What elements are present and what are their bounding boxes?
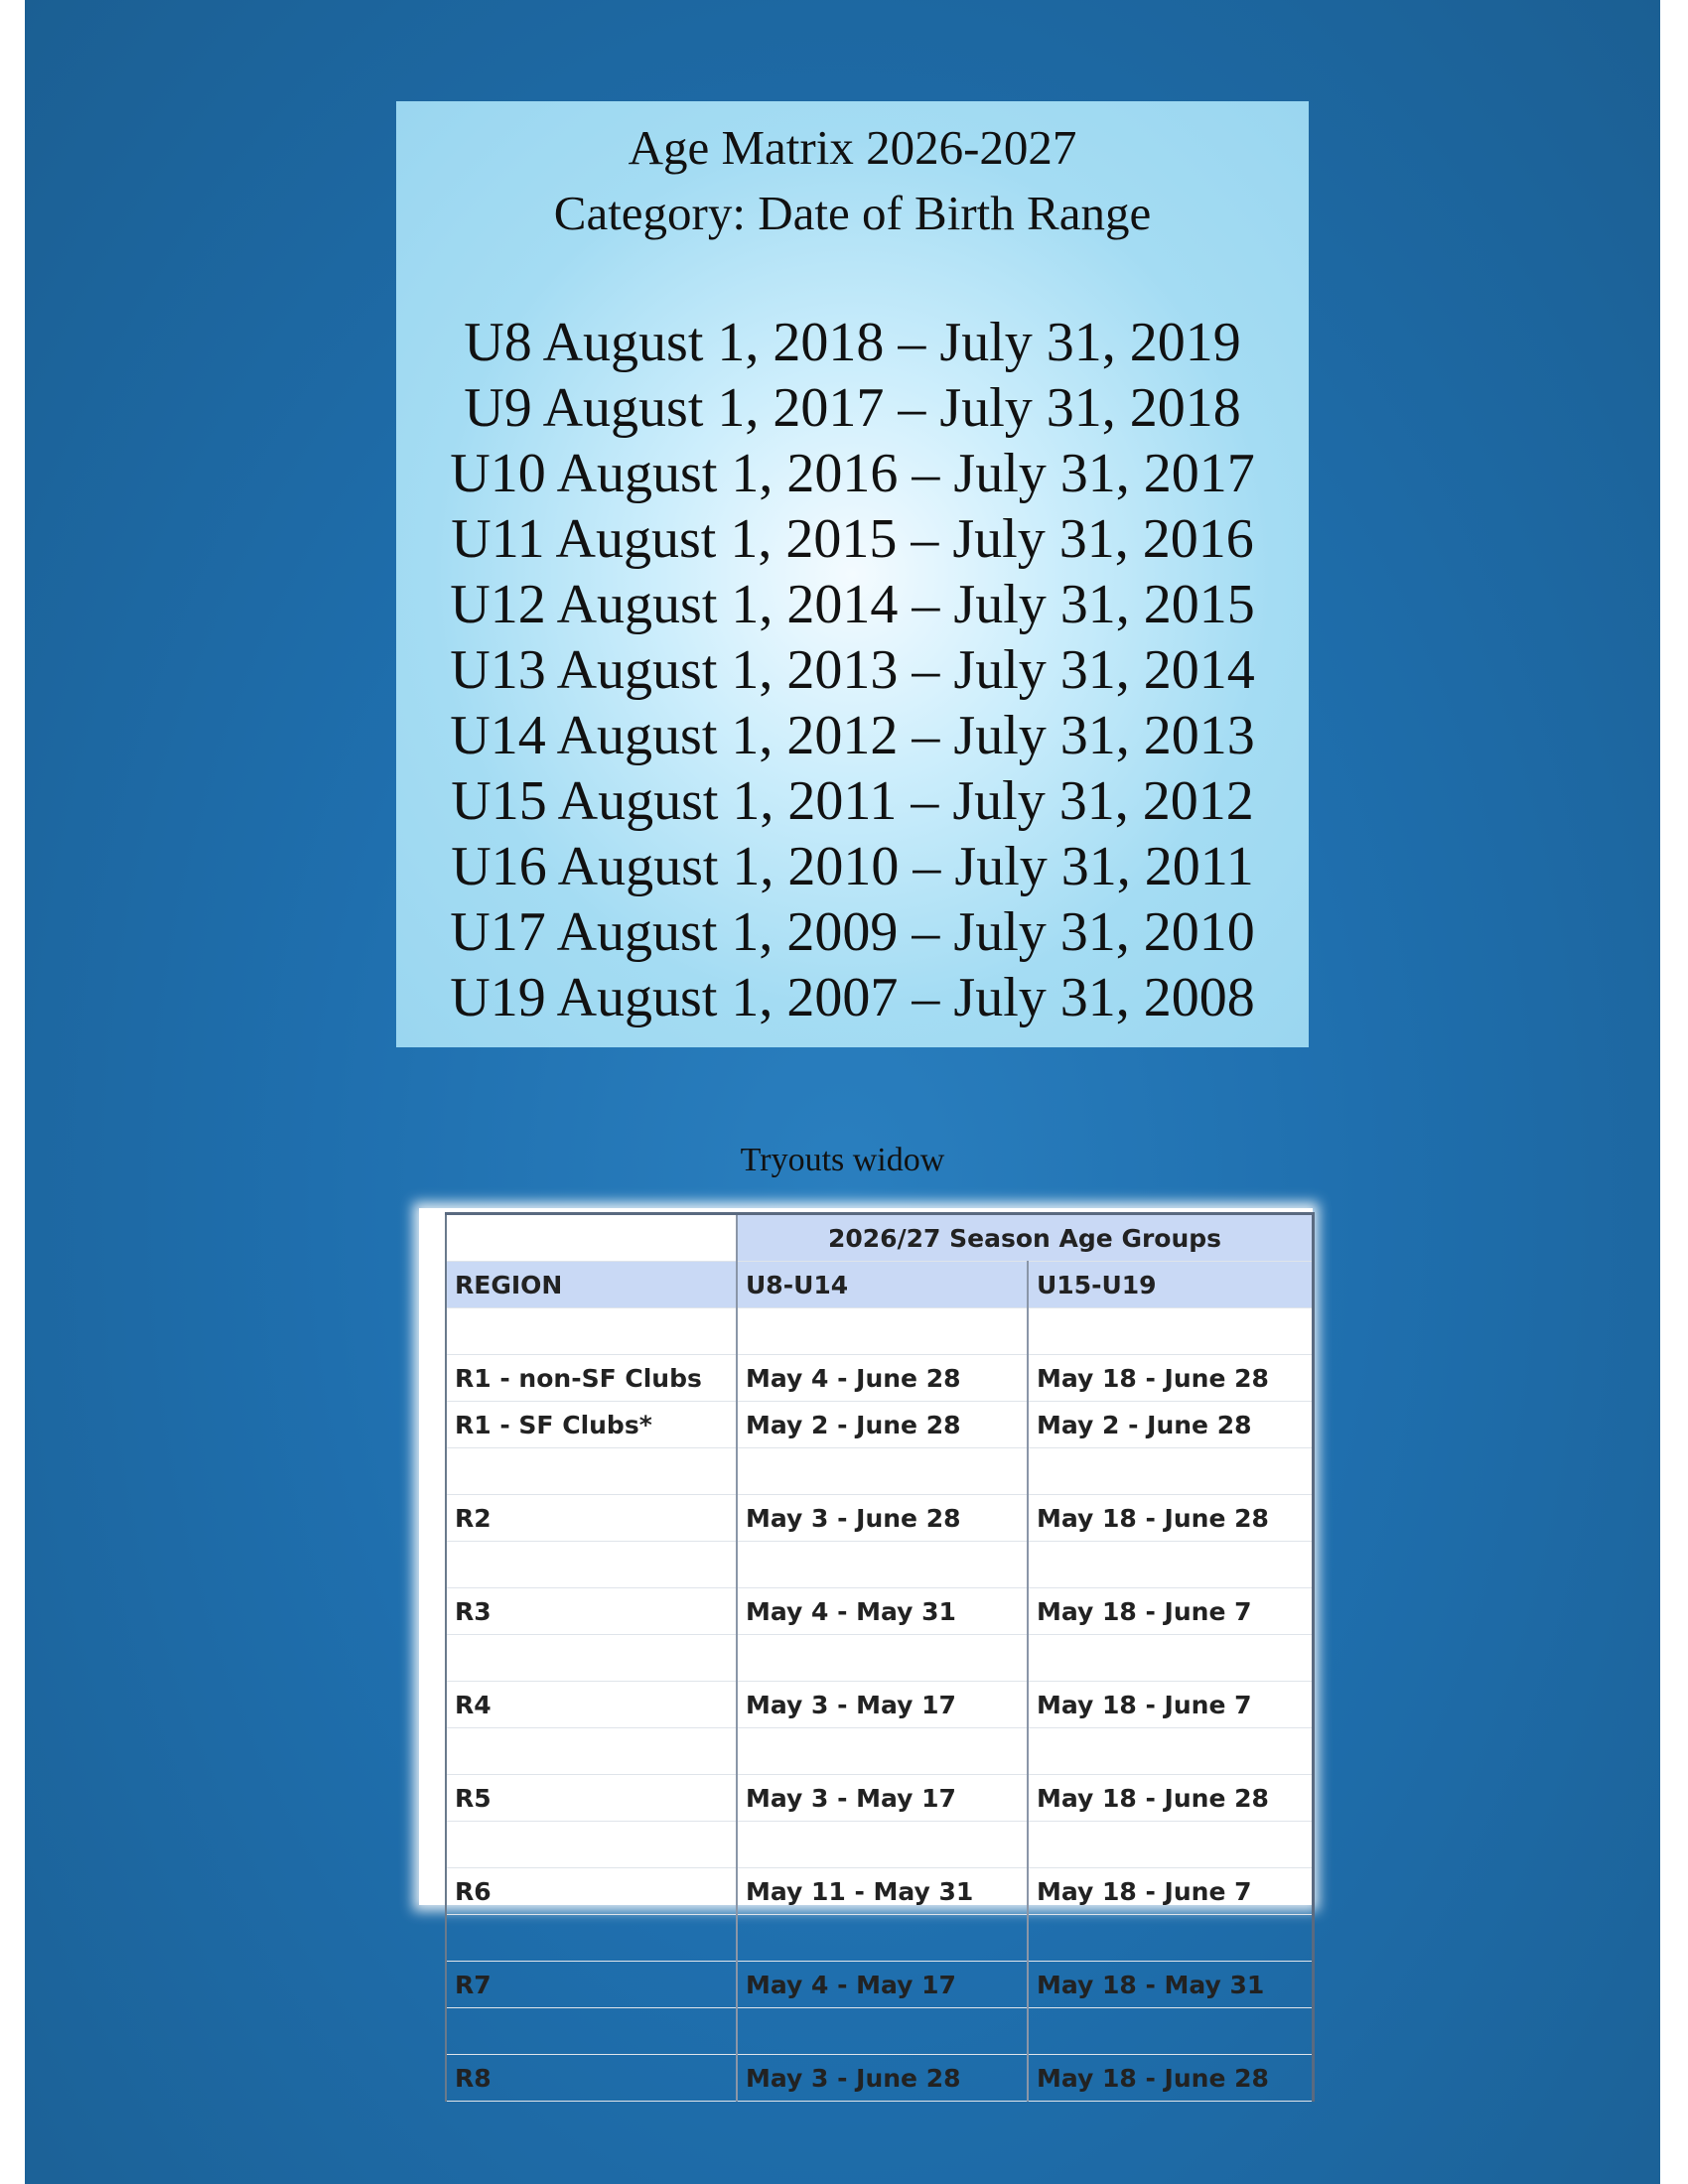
u8-u14-cell: May 3 - June 28 xyxy=(737,2055,1028,2102)
age-matrix-title: Age Matrix 2026-2027 xyxy=(628,120,1077,175)
table-row xyxy=(446,1402,1314,1448)
header-blank-cell xyxy=(446,1214,737,1262)
table-row xyxy=(446,1775,1314,1822)
age-row-u16: U16 August 1, 2010 – July 31, 2011 xyxy=(451,836,1254,897)
spacer-row xyxy=(446,1635,1314,1682)
u15-u19-cell: May 18 - June 28 xyxy=(1028,1355,1314,1402)
age-row-u14: U14 August 1, 2012 – July 31, 2013 xyxy=(450,705,1255,766)
region-cell: R4 xyxy=(446,1682,737,1728)
u15-u19-cell: May 18 - June 28 xyxy=(1028,2055,1314,2102)
age-row-u12: U12 August 1, 2014 – July 31, 2015 xyxy=(450,574,1255,635)
table-header-row xyxy=(446,1214,1314,1262)
column-header-u15-u19: U15-U19 xyxy=(1028,1262,1314,1308)
column-header-region: REGION xyxy=(446,1262,737,1308)
column-header-row xyxy=(446,1262,1314,1308)
age-row-u9: U9 August 1, 2017 – July 31, 2018 xyxy=(464,377,1241,439)
u8-u14-cell: May 11 - May 31 xyxy=(737,1868,1028,1915)
u8-u14-cell: May 3 - May 17 xyxy=(737,1775,1028,1822)
region-cell: R8 xyxy=(446,2055,737,2102)
u15-u19-cell: May 18 - May 31 xyxy=(1028,1962,1314,2008)
age-matrix-box xyxy=(396,101,1309,1047)
region-cell: R1 - SF Clubs* xyxy=(446,1402,737,1448)
region-cell: R6 xyxy=(446,1868,737,1915)
region-cell: R7 xyxy=(446,1962,737,2008)
u15-u19-cell: May 2 - June 28 xyxy=(1028,1402,1314,1448)
u8-u14-cell: May 3 - May 17 xyxy=(737,1682,1028,1728)
spacer-row xyxy=(446,1308,1314,1355)
spacer-row xyxy=(446,1542,1314,1588)
spacer-row xyxy=(446,1448,1314,1495)
spacer-row xyxy=(446,2008,1314,2055)
u8-u14-cell: May 3 - June 28 xyxy=(737,1495,1028,1542)
u15-u19-cell: May 18 - June 7 xyxy=(1028,1682,1314,1728)
u15-u19-cell: May 18 - June 28 xyxy=(1028,1775,1314,1822)
spacer-row xyxy=(446,1915,1314,1962)
region-cell: R2 xyxy=(446,1495,737,1542)
table-row xyxy=(446,1495,1314,1542)
table-row xyxy=(446,2055,1314,2102)
age-row-u8: U8 August 1, 2018 – July 31, 2019 xyxy=(464,312,1241,373)
u8-u14-cell: May 4 - May 31 xyxy=(737,1588,1028,1635)
column-header-u8-u14: U8-U14 xyxy=(737,1262,1028,1308)
age-row-u10: U10 August 1, 2016 – July 31, 2017 xyxy=(450,443,1255,504)
u15-u19-cell: May 18 - June 7 xyxy=(1028,1588,1314,1635)
u15-u19-cell: May 18 - June 28 xyxy=(1028,1495,1314,1542)
region-cell: R3 xyxy=(446,1588,737,1635)
u8-u14-cell: May 2 - June 28 xyxy=(737,1402,1028,1448)
table-row xyxy=(446,1868,1314,1915)
table-row xyxy=(446,1588,1314,1635)
u8-u14-cell: May 4 - May 17 xyxy=(737,1962,1028,2008)
age-row-u13: U13 August 1, 2013 – July 31, 2014 xyxy=(450,639,1255,701)
season-header: 2026/27 Season Age Groups xyxy=(737,1214,1314,1262)
age-matrix-subtitle: Category: Date of Birth Range xyxy=(553,186,1152,240)
table-row xyxy=(446,1355,1314,1402)
region-cell: R1 - non-SF Clubs xyxy=(446,1355,737,1402)
age-row-u17: U17 August 1, 2009 – July 31, 2010 xyxy=(450,901,1255,963)
tryouts-table xyxy=(445,1212,1315,2102)
spacer-row xyxy=(446,1822,1314,1868)
age-row-u11: U11 August 1, 2015 – July 31, 2016 xyxy=(451,508,1254,570)
age-row-u19: U19 August 1, 2007 – July 31, 2008 xyxy=(450,967,1255,1028)
tryouts-caption: Tryouts widow xyxy=(740,1142,945,1178)
page-background xyxy=(25,0,1660,2184)
u15-u19-cell: May 18 - June 7 xyxy=(1028,1868,1314,1915)
u8-u14-cell: May 4 - June 28 xyxy=(737,1355,1028,1402)
region-cell: R5 xyxy=(446,1775,737,1822)
table-row xyxy=(446,1962,1314,2008)
age-matrix-rows xyxy=(396,310,1309,1030)
table-row xyxy=(446,1682,1314,1728)
tryouts-table-panel xyxy=(419,1208,1313,2093)
age-row-u15: U15 August 1, 2011 – July 31, 2012 xyxy=(451,770,1254,832)
spacer-row xyxy=(446,1728,1314,1775)
